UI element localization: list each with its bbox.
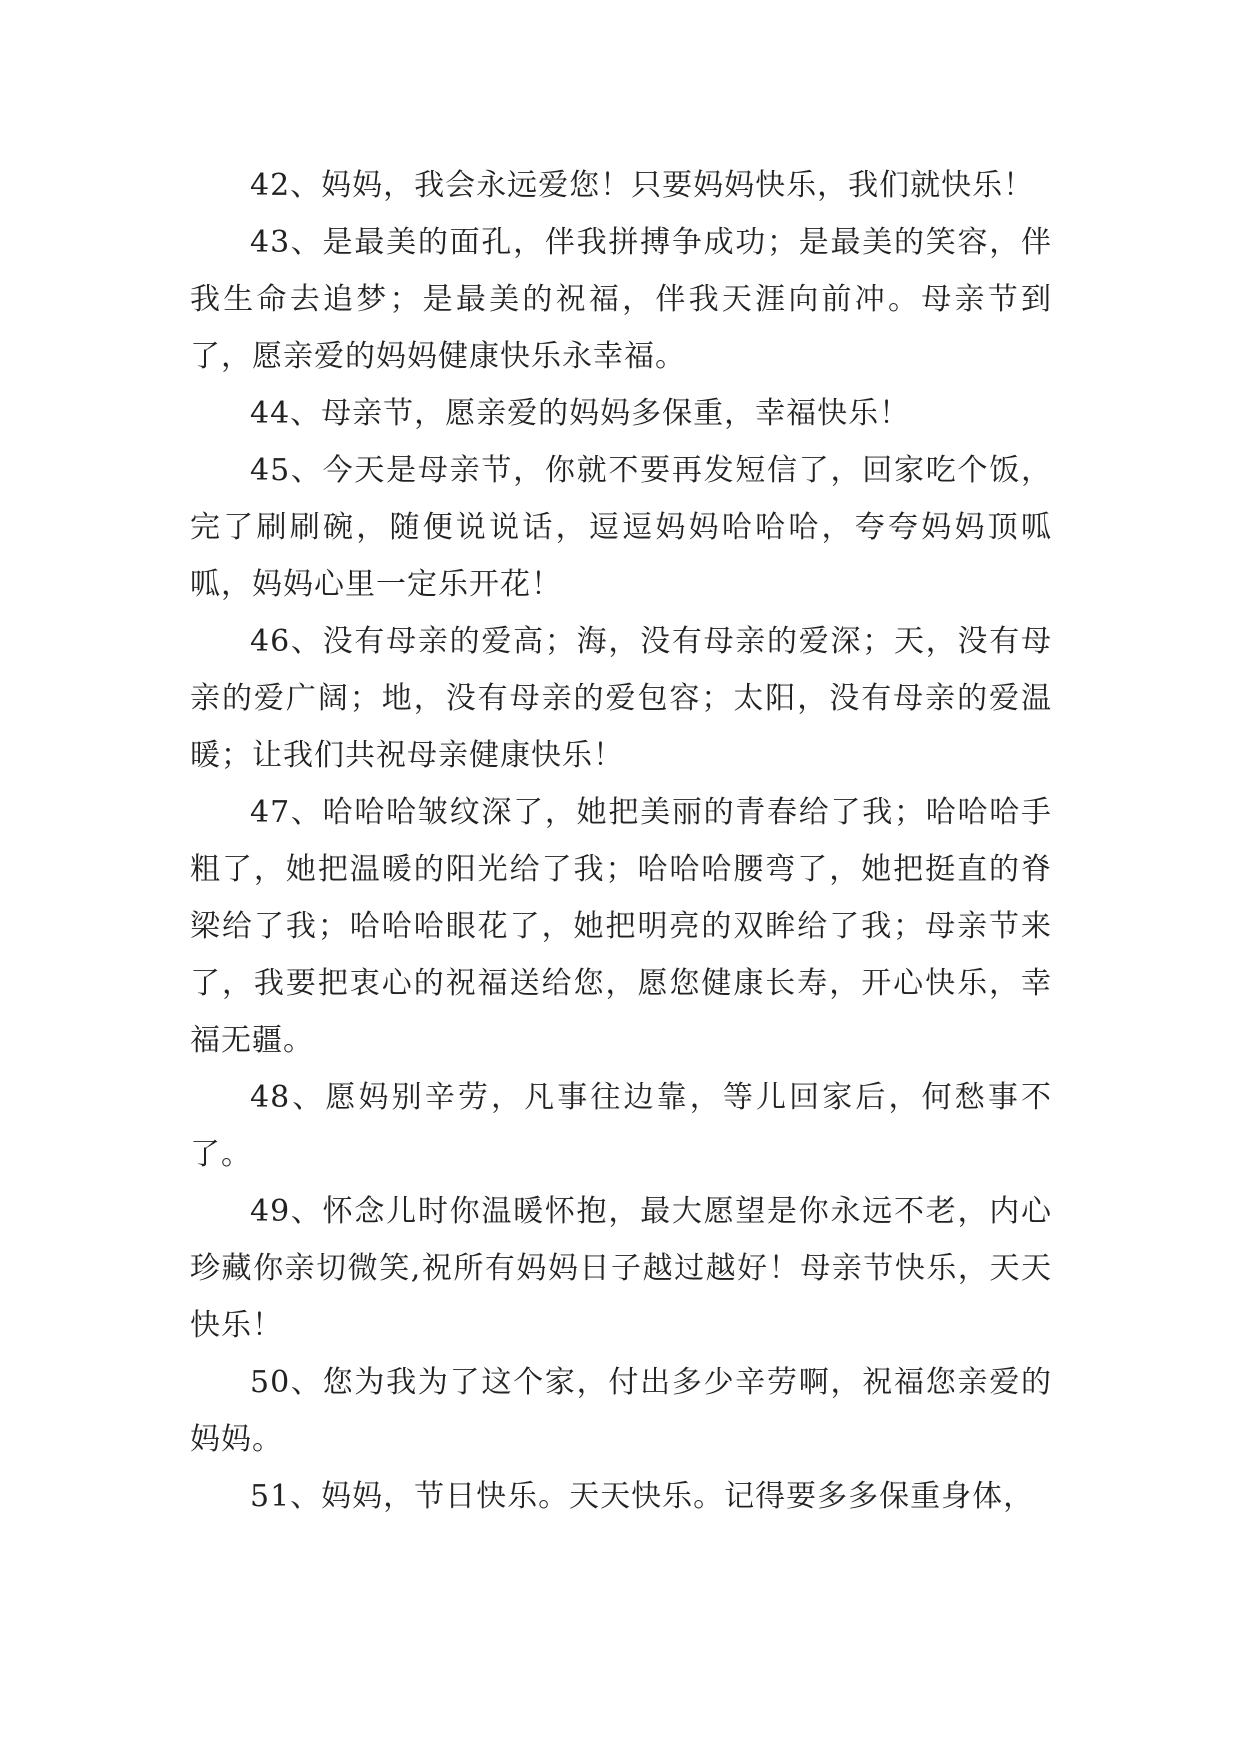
- paragraph-48: 48、愿妈别辛劳，凡事往边靠，等儿回家后，何愁事不了。: [190, 1080, 1052, 1172]
- paragraph-45: 45、今天是母亲节，你就不要再发短信了，回家吃个饭，完了刷刷碗，随便说说话，逗逗妈妈哈哈哈，夸夸妈妈顶呱呱，妈妈心里一定乐开花！: [190, 453, 1052, 602]
- paragraph-46: 46、没有母亲的爱高；海，没有母亲的爱深；天，没有母亲的爱广阔；地，没有母亲的爱包容；太阳，没有母亲的爱温暖；让我们共祝母亲健康快乐！: [190, 624, 1052, 773]
- paragraph-49: 49、怀念儿时你温暖怀抱，最大愿望是你永远不老，内心珍藏你亲切微笑,祝所有妈妈日子越过越好！母亲节快乐，天天快乐！: [190, 1194, 1052, 1343]
- paragraph-44: 44、母亲节，愿亲爱的妈妈多保重，幸福快乐！: [250, 396, 911, 431]
- paragraph-43: 43、是最美的面孔，伴我拼搏争成功；是最美的笑容，伴我生命去追梦；是最美的祝福，伴我天涯向前冲。母亲节到了，愿亲爱的妈妈健康快乐永幸福。: [190, 225, 1052, 374]
- document-body: [190, 157, 1052, 1525]
- paragraph-50: 50、您为我为了这个家，付出多少辛劳啊，祝福您亲爱的妈妈。: [190, 1365, 1052, 1457]
- paragraph-42: 42、妈妈，我会永远爱您！只要妈妈快乐，我们就快乐！: [250, 168, 1035, 203]
- paragraph-47: 47、哈哈哈皱纹深了，她把美丽的青春给了我；哈哈哈手粗了，她把温暖的阳光给了我；哈哈哈腰弯了，她把挺直的脊梁给了我；哈哈哈眼花了，她把明亮的双眸给了我；母亲节来了，我要把衷心的祝福送给您，愿您健康长寿，开心快乐，幸福无疆。: [190, 795, 1052, 1058]
- paragraph-51: 51、妈妈，节日快乐。天天快乐。记得要多多保重身体，: [250, 1479, 1035, 1514]
